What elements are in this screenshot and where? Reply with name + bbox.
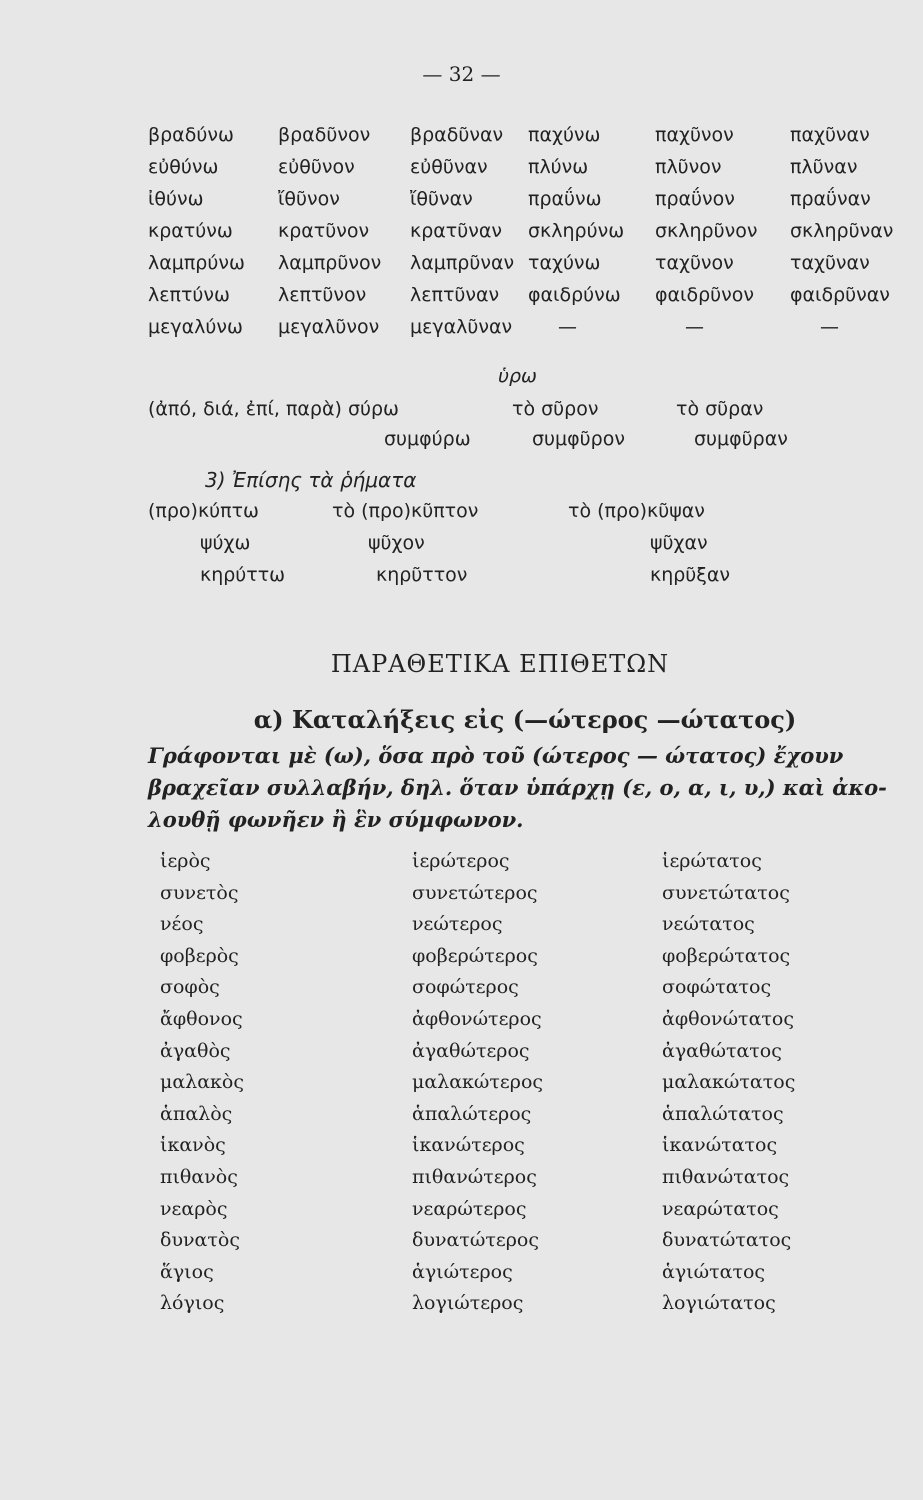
verb-cell: φαιδρῦναν [790,284,890,306]
verb-cell: μεγαλῦναν [410,316,513,338]
comparative-cell: νέος [160,913,204,936]
verb-cell: πλύνω [528,156,589,178]
verb-cell: φαιδρῦνον [655,284,755,306]
comparative-cell: νεαρὸς [160,1197,228,1220]
comparative-cell: συνετὸς [160,881,239,904]
comparative-cell: νεαρώτατος [662,1197,779,1220]
verb-cell: κρατύνω [148,220,233,242]
uro-line1-base: (ἀπό, διά, ἐπί, παρὰ) σύρω [148,398,399,420]
section3-cell: τὸ (προ)κῦψαν [568,500,705,522]
comparative-cell: συνετώτερος [412,881,538,904]
page-number: — 32 — [422,62,501,86]
verb-cell: ἰθύνω [148,188,204,210]
comparative-cell: ἁγιώτατος [662,1260,766,1283]
comparative-cell: ἁπαλώτερος [412,1102,532,1125]
comparative-cell: σοφώτατος [662,976,772,999]
comparative-cell: φοβερὸς [160,944,239,967]
comparative-cell: πιθανὸς [160,1166,238,1188]
comparative-cell: ἁπαλὸς [160,1102,233,1125]
comparative-cell: νεώτατος [662,913,755,936]
uro-line2-base: συμφύρω [384,428,471,450]
verb-cell: λαμπρύνω [148,252,245,274]
verb-cell: βραδῦναν [410,124,504,146]
verb-cell: λεπτῦναν [410,284,500,306]
verb-cell: — [558,316,577,338]
comparative-cell: ἀγαθώτερος [412,1039,530,1062]
verb-cell: βραδῦνον [278,124,371,146]
comparative-cell: νεώτερος [412,913,503,936]
verb-cell: σκληρύνω [528,220,625,242]
verb-cell: ἴθῦναν [410,188,473,210]
comparative-cell: ἄφθονος [160,1008,243,1030]
section3-cell: κηρῦξαν [650,564,731,586]
verb-cell: μεγαλύνω [148,316,243,338]
comparative-cell: λογιώτατος [662,1292,776,1315]
verb-cell: σκληρῦναν [790,220,894,242]
uro-line1-aorist: τὸ σῦραν [676,398,764,420]
uro-line2-aorist: συμφῦραν [694,428,788,450]
comparative-cell: πιθανώτερος [412,1166,537,1188]
comparative-cell: ἱκανὸς [160,1134,226,1157]
verb-cell: μεγαλῦνον [278,316,380,338]
verb-cell: λεπτῦνον [278,284,367,306]
verb-cell: λαμπρῦναν [410,252,515,274]
verb-cell: λεπτύνω [148,284,230,306]
section-subheading: α) Καταλήξεις εἰς (—ώτερος —ώτατος) [253,705,797,734]
verb-cell: πλῦνον [655,156,722,178]
comparative-cell: ἱερὸς [160,850,211,872]
uro-line2-neuter: συμφῦρον [532,428,625,450]
section3-cell: ψύχω [200,532,251,554]
verb-cell: πραΰνω [528,188,602,210]
section3-cell: τὸ (προ)κῦπτον [332,500,479,522]
verb-cell: βραδύνω [148,124,234,146]
comparative-cell: συνετώτατος [662,881,790,904]
comparative-cell: μαλακώτερος [412,1071,544,1094]
verb-cell: εὐθῦναν [410,156,488,178]
comparative-cell: δυνατώτερος [412,1229,539,1252]
verb-cell: παχῦνον [655,124,734,146]
rule-line-2: βραχεῖαν συλλαβήν, δηλ. ὅταν ὑπάρχῃ (ε, ο, α, ι, υ,) καὶ ἀκο- [148,775,887,800]
comparative-cell: φοβερώτερος [412,944,538,967]
rule-line-1: Γράφονται μὲ (ω), ὅσα πρὸ τοῦ (ώτερος — ώτατος) ἔχουν [148,743,844,768]
comparative-cell: μαλακὸς [160,1071,245,1094]
comparative-cell: ἁπαλώτατος [662,1102,784,1125]
comparative-cell: μαλακώτατος [662,1071,796,1094]
section3-cell: ψῦχαν [650,532,708,554]
section3-cell: ψῦχον [368,532,425,554]
comparative-cell: ἁγιώτερος [412,1260,513,1283]
verb-cell: κρατῦνον [278,220,370,242]
verb-cell: — [820,316,839,338]
verb-cell: ταχῦναν [790,252,870,274]
comparative-cell: ἱερώτατος [662,850,762,872]
comparative-cell: σοφώτερος [412,976,519,999]
comparative-cell: ἱερώτερος [412,850,510,872]
verb-cell: φαιδρύνω [528,284,621,306]
verb-cell: πραΰναν [790,188,871,210]
comparative-cell: δυνατὸς [160,1229,240,1252]
verb-cell: παχῦναν [790,124,870,146]
verb-cell: λαμπρῦνον [278,252,382,274]
comparative-cell: ἀφθονώτερος [412,1008,542,1030]
verb-cell: εὐθῦνον [278,156,355,178]
section3-cell: κηρύττω [200,564,286,586]
comparative-cell: λόγιος [160,1292,225,1315]
verb-cell: πλῦναν [790,156,858,178]
verb-cell: ταχύνω [528,252,601,274]
comparative-cell: ἅγιος [160,1260,214,1283]
section3-cell: (προ)κύπτω [148,500,259,522]
comparative-cell: σοφὸς [160,976,220,999]
section3-cell: κηρῦττον [376,564,468,586]
comparative-cell: λογιώτερος [412,1292,524,1315]
verb-cell: εὐθύνω [148,156,219,178]
comparative-cell: ἀφθονώτατος [662,1008,794,1030]
uro-line1-neuter: τὸ σῦρον [512,398,599,420]
verb-cell: πραΰνον [655,188,735,210]
comparative-cell: νεαρώτερος [412,1197,527,1220]
uro-heading: ὑρω [498,365,537,387]
verb-cell: ταχῦνον [655,252,734,274]
comparative-cell: δυνατώτατος [662,1229,792,1252]
verb-cell: σκληρῦνον [655,220,758,242]
comparative-cell: ἀγαθώτατος [662,1039,782,1062]
section-heading: ΠΑΡΑΘΕΤΙΚΑ ΕΠΙΘΕΤΩΝ [330,650,670,678]
section3-heading: 3) Ἐπίσης τὰ ῥήματα [205,468,417,492]
comparative-cell: φοβερώτατος [662,944,791,967]
comparative-cell: ἀγαθὸς [160,1039,231,1062]
verb-cell: κρατῦναν [410,220,502,242]
comparative-cell: ἱκανώτερος [412,1134,525,1157]
rule-line-3: λουθῇ φωνῆεν ἢ ἓν σύμφωνον. [148,807,524,832]
verb-cell: παχύνω [528,124,601,146]
comparative-cell: πιθανώτατος [662,1166,790,1188]
verb-cell: — [685,316,704,338]
verb-cell: ἴθῦνον [278,188,340,210]
comparative-cell: ἱκανώτατος [662,1134,778,1157]
